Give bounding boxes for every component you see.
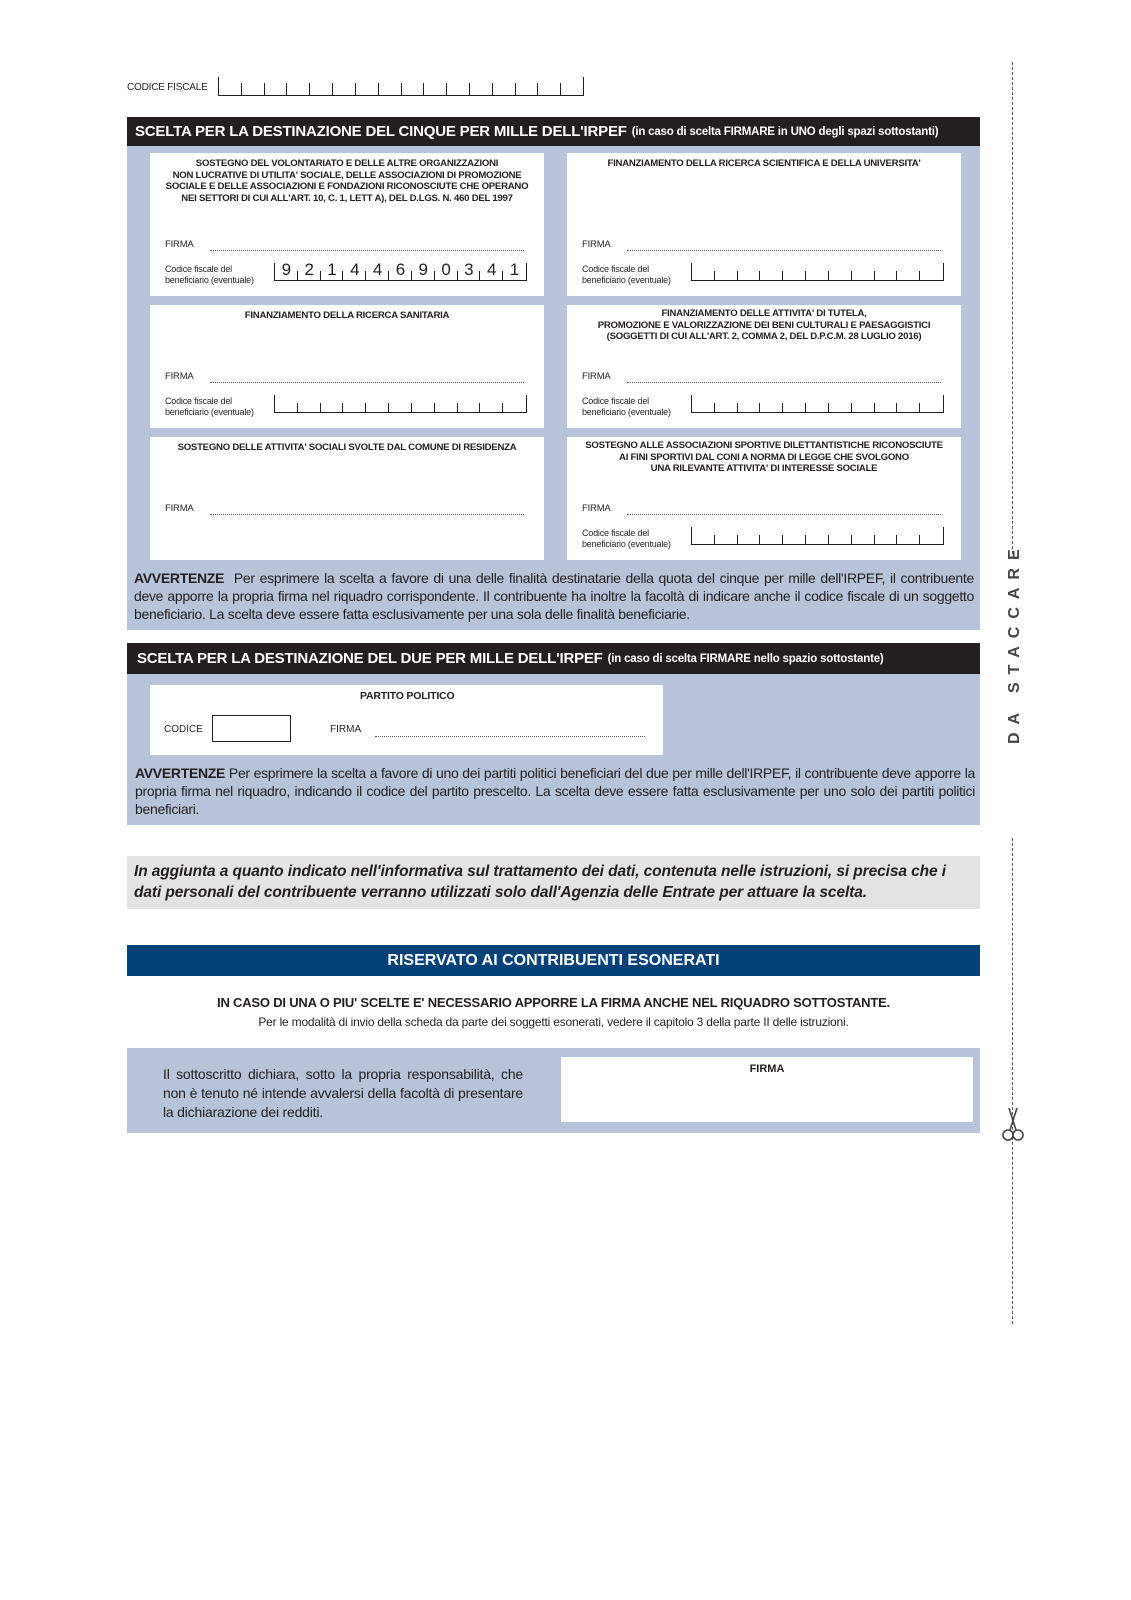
privacy-note: In aggiunta a quanto indicato nell'informativa sul trattamento dei dati, contenuta nelle istruzioni, si precisa che i dati personali del contribuente verranno utilizzati solo dall'Agenzia delle Entrate per attuare la scelta.	[134, 863, 946, 901]
codice-beneficiario-field-ricerca-scientifica[interactable]	[691, 263, 944, 281]
codice-fiscale-label: CODICE FISCALE	[127, 82, 208, 93]
firma-line-beni-culturali[interactable]	[627, 382, 941, 383]
codice-beneficiario-label: Codice fiscale del beneficiario (eventuale)	[165, 396, 254, 417]
box-ricerca-sanitaria-title: FINANZIAMENTO DELLA RICERCA SANITARIA	[244, 310, 450, 321]
firma-label: FIRMA	[165, 371, 194, 382]
box-partito-politico	[150, 685, 663, 755]
codice-partito-label: CODICE	[164, 724, 203, 735]
box-beni-culturali	[567, 305, 961, 428]
box-associazioni-sportive-title: SOSTEGNO ALLE ASSOCIAZIONI SPORTIVE DILETTANTISTICHE RICONOSCIUTE AI FINI SPORTIVI DAL CONI A NORMA DI LEGGE CHE SVOLGONO UNA RILEVANTE ATTIVITA' DI INTERESSE SOCIALE	[585, 440, 943, 474]
firma-esonerati-label: FIRMA	[749, 1063, 785, 1075]
codice-beneficiario-field-beni-culturali[interactable]	[691, 395, 944, 413]
firma-line-volontariato[interactable]	[210, 250, 524, 251]
box-associazioni-sportive	[567, 437, 961, 560]
due-per-mille-panel	[127, 674, 980, 825]
box-comune-residenza	[150, 437, 544, 560]
box-volontariato-title: SOSTEGNO DEL VOLONTARIATO E DELLE ALTRE ORGANIZZAZIONI NON LUCRATIVE DI UTILITA' SOCIALE, DELLE ASSOCIAZIONI DI PROMOZIONE SOCIALE E DELLE ASSOCIAZIONI E FONDAZIONI RICONOSCIUTE CHE OPERANO NEI SETTORI DI CUI ALL'ART. 10, C. 1, LETT A), DEL D.LGS. N. 460 DEL 1997	[165, 158, 529, 204]
avvertenze-due: AVVERTENZE Per esprimere la scelta a favore di uno dei partiti politici beneficiari del due per mille dell'IRPEF, il contribuente deve apporre la propria firma nel riquadro, indicando il codice del partito prescelto. La scelta deve essere fatta esclusivamente per uno solo dei partiti politici beneficiari.	[135, 765, 975, 817]
cinque-title: SCELTA PER LA DESTINAZIONE DEL CINQUE PER MILLE DELL'IRPEF	[135, 123, 627, 140]
cinque-per-mille-panel	[127, 146, 980, 630]
privacy-note-box	[127, 856, 980, 909]
esonerati-instruction: IN CASO DI UNA O PIU' SCELTE E' NECESSARIO APPORRE LA FIRMA ANCHE NEL RIQUADRO SOTTOSTANTE.	[217, 995, 890, 1010]
codice-beneficiario-field-associazioni-sportive[interactable]	[691, 527, 944, 545]
firma-label: FIRMA	[582, 239, 611, 250]
cut-line-bottom	[1012, 838, 1013, 1324]
box-comune-residenza-title: SOSTEGNO DELLE ATTIVITA' SOCIALI SVOLTE DAL COMUNE DI RESIDENZA	[177, 442, 517, 453]
scissors-icon	[1001, 1106, 1025, 1144]
due-subtitle: (in caso di scelta FIRMARE nello spazio sottostante)	[607, 652, 884, 665]
codice-beneficiario-field-ricerca-sanitaria[interactable]	[274, 395, 527, 413]
codice-beneficiario-label: Codice fiscale del beneficiario (eventuale)	[582, 396, 671, 417]
codice-beneficiario-label: Codice fiscale del beneficiario (eventuale)	[582, 528, 671, 549]
firma-line-ricerca-scientifica[interactable]	[627, 250, 941, 251]
codice-beneficiario-label: Codice fiscale del beneficiario (eventuale)	[582, 264, 671, 285]
cut-line-top	[1012, 62, 1013, 554]
firma-line-ricerca-sanitaria[interactable]	[210, 382, 524, 383]
firma-label: FIRMA	[165, 239, 194, 250]
da-staccare-label: DA STACCARE	[1006, 541, 1023, 744]
esonerati-header: RISERVATO AI CONTRIBUENTI ESONERATI	[127, 945, 980, 976]
firma-line-partito[interactable]	[375, 736, 645, 737]
codice-fiscale-field[interactable]	[218, 77, 584, 96]
cinque-subtitle: (in caso di scelta FIRMARE in UNO degli spazi sottostanti)	[631, 125, 939, 138]
firma-esonerati-box[interactable]	[561, 1057, 973, 1122]
due-per-mille-header	[127, 643, 980, 674]
box-ricerca-scientifica	[567, 153, 961, 296]
codice-beneficiario-label: Codice fiscale del beneficiario (eventuale)	[165, 264, 254, 285]
firma-label: FIRMA	[582, 371, 611, 382]
firma-line-comune-residenza[interactable]	[210, 514, 524, 515]
box-ricerca-sanitaria	[150, 305, 544, 428]
firma-partito-label: FIRMA	[330, 724, 362, 735]
codice-partito-input[interactable]	[212, 715, 291, 742]
due-title: SCELTA PER LA DESTINAZIONE DEL DUE PER MILLE DELL'IRPEF	[137, 650, 603, 667]
box-volontariato	[150, 153, 544, 296]
esonerati-subinstruction: Per le modalità di invio della scheda da parte dei soggetti esonerati, vedere il capitolo 3 della parte II delle istruzioni.	[258, 1015, 849, 1029]
cinque-per-mille-header	[127, 117, 980, 146]
firma-label: FIRMA	[582, 503, 611, 514]
partito-politico-title: PARTITO POLITICO	[360, 690, 455, 702]
esonerati-declaration: Il sottoscritto dichiara, sotto la propria responsabilità, che non è tenuto né intende avvalersi della facoltà di presentare la dichiarazione dei redditi.	[163, 1066, 523, 1120]
box-ricerca-scientifica-title: FINANZIAMENTO DELLA RICERCA SCIENTIFICA E DELLA UNIVERSITA'	[607, 158, 921, 169]
avvertenze-cinque: AVVERTENZE Per esprimere la scelta a favore di una delle finalità destinatarie della quota del cinque per mille dell'IRPEF, il contribuente deve apporre la propria firma nel riquadro corrispondente. Il contribuente ha inoltre la facoltà di indicare anche il codice fiscale di un soggetto beneficiario. La scelta deve essere fatta esclusivamente per una sola delle finalità beneficiarie.	[134, 570, 974, 622]
esonerati-panel	[127, 1048, 980, 1133]
firma-label: FIRMA	[165, 503, 194, 514]
firma-line-associazioni-sportive[interactable]	[627, 514, 941, 515]
box-beni-culturali-title: FINANZIAMENTO DELLE ATTIVITA' DI TUTELA, PROMOZIONE E VALORIZZAZIONE DEI BENI CULTURALI E PAESAGGISTICI (SOGGETTI DI CUI ALL'ART. 2, COMMA 2, DEL D.P.C.M. 28 LUGLIO 2016)	[597, 308, 931, 342]
codice-beneficiario-field-volontariato[interactable]: 9 2 1 4 4 6 9 0 3 4 1	[274, 263, 527, 281]
